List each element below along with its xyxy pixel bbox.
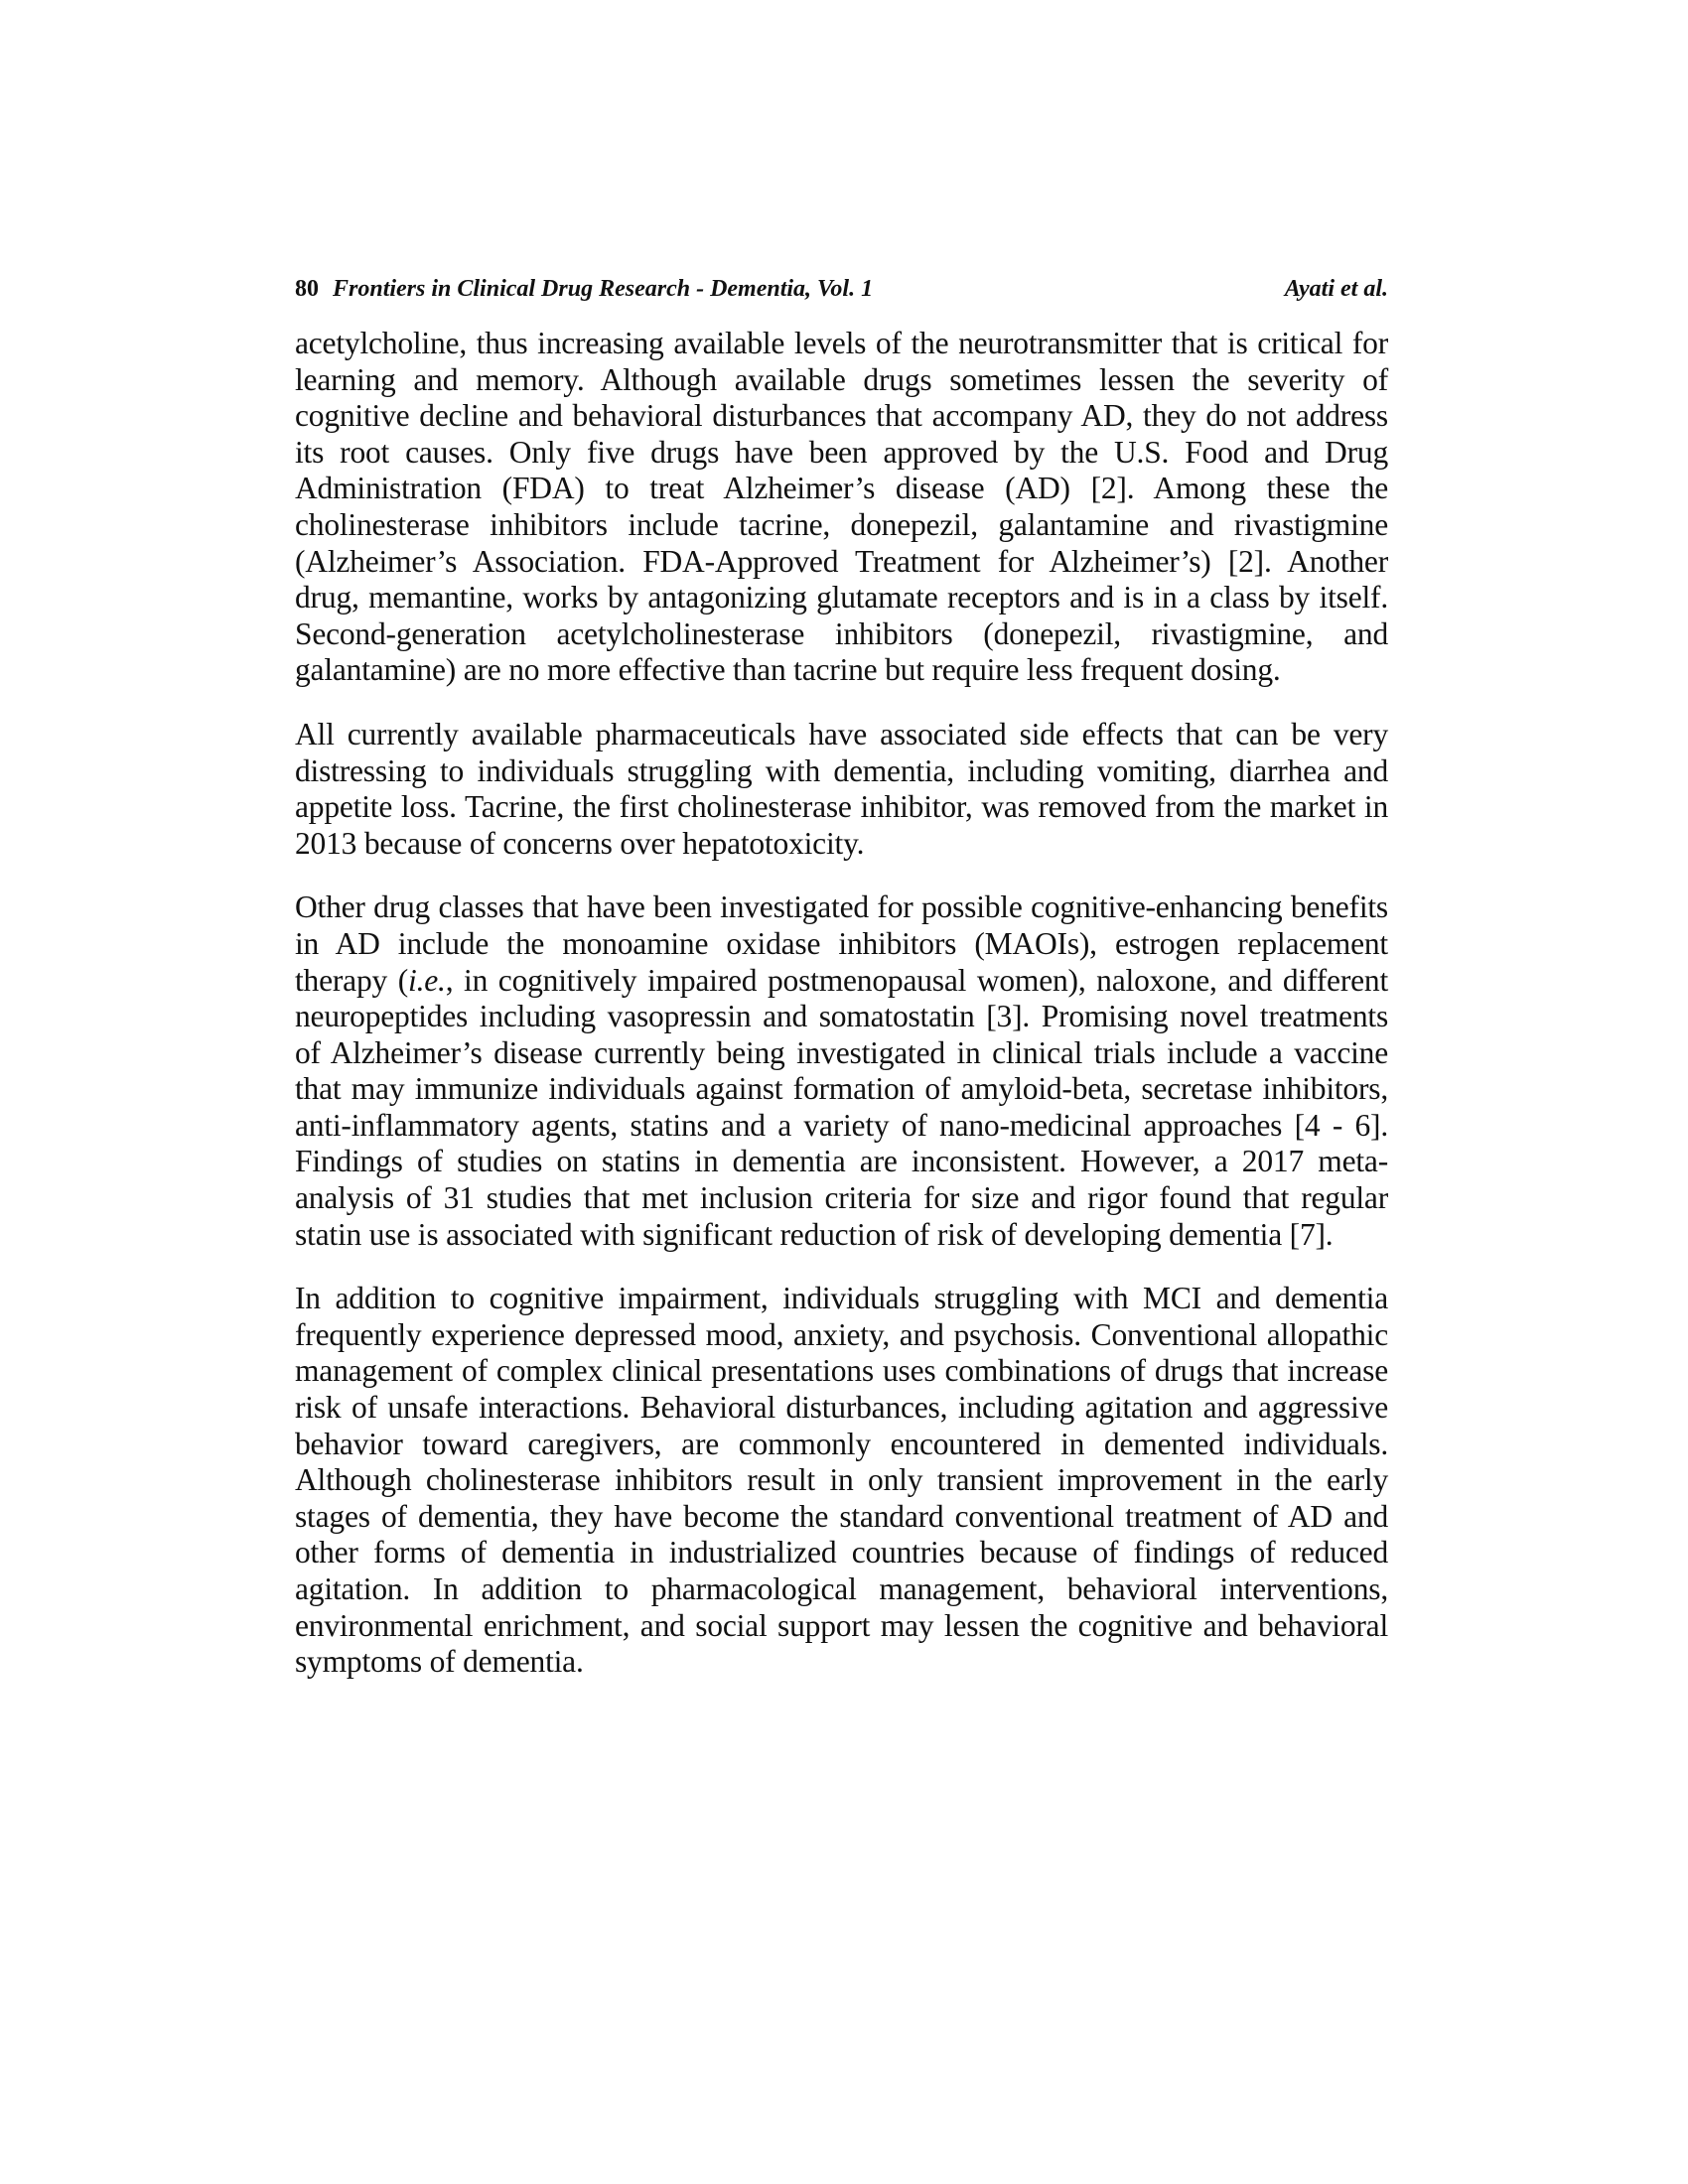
- italic-abbreviation: i.e.: [408, 962, 446, 998]
- paragraph-text: , in cognitively impaired postmenopausal women), naloxone, and different neuropeptides including vasopressin and somatostatin [3]. Promising novel treatments of Alzheimer’s disease currently being investigated in clinical trials include a vaccine that may immunize individuals against formation of amyloid-beta, secretase inhibitors, anti-inflammatory agents, statins and a variety of nano-medicinal approaches [4 - 6]. Findings of studies on statins in dementia are inconsistent. However, a 2017 meta-analysis of 31 studies that met inclusion criteria for size and rigor found that regular statin use is associated with significant reduction of risk of developing dementia [7].: [295, 962, 1388, 1252]
- running-authors: Ayati et al.: [1284, 276, 1388, 302]
- paragraph-text: Other drug classes that have been investigated for possible cognitive-enhancing benefits in AD include the monoamine oxidase inhibitors (MAOIs), estrogen replacement therapy (: [295, 889, 1388, 998]
- body-paragraph-2: All currently available pharmaceuticals have associated side effects that can be very distressing to individuals struggling with dementia, including vomiting, diarrhea and appetite loss. Tacrine, the first cholinesterase inhibitor, was removed from the market in 2013 because of concerns over hepatotoxicity.: [295, 716, 1388, 861]
- body-paragraph-3: [295, 889, 1388, 1253]
- running-header-left: [295, 276, 873, 303]
- running-header: [295, 276, 1388, 306]
- page-number: 80: [295, 276, 319, 302]
- journal-title: Frontiers in Clinical Drug Research - Dementia, Vol. 1: [333, 276, 874, 302]
- body-paragraph-4: In addition to cognitive impairment, individuals struggling with MCI and dementia frequently experience depressed mood, anxiety, and psychosis. Conventional allopathic management of complex clinical presentations uses combinations of drugs that increase risk of unsafe interactions. Behavioral disturbances, including agitation and aggressive behavior toward caregivers, are commonly encountered in demented individuals. Although cholinesterase inhibitors result in only transient improvement in the early stages of dementia, they have become the standard conventional treatment of AD and other forms of dementia in industrialized countries because of findings of reduced agitation. In addition to pharmacological management, behavioral interventions, environmental enrichment, and social support may lessen the cognitive and behavioral symptoms of dementia.: [295, 1281, 1388, 1680]
- book-page: [295, 276, 1388, 1708]
- body-paragraph-1: acetylcholine, thus increasing available levels of the neurotransmitter that is critical for learning and memory. Although available drugs sometimes lessen the severity of cognitive decline and behavioral disturbances that accompany AD, they do not address its root causes. Only five drugs have been approved by the U.S. Food and Drug Administration (FDA) to treat Alzheimer’s disease (AD) [2]. Among these the cholinesterase inhibitors include tacrine, donepezil, galantamine and rivastigmine (Alzheimer’s Association. FDA-Approved Treatment for Alzheimer’s) [2]. Another drug, memantine, works by antagonizing glutamate receptors and is in a class by itself. Second-generation acetylcholinesterase inhibitors (donepezil, rivastigmine, and galantamine) are no more effective than tacrine but require less frequent dosing.: [295, 326, 1388, 688]
